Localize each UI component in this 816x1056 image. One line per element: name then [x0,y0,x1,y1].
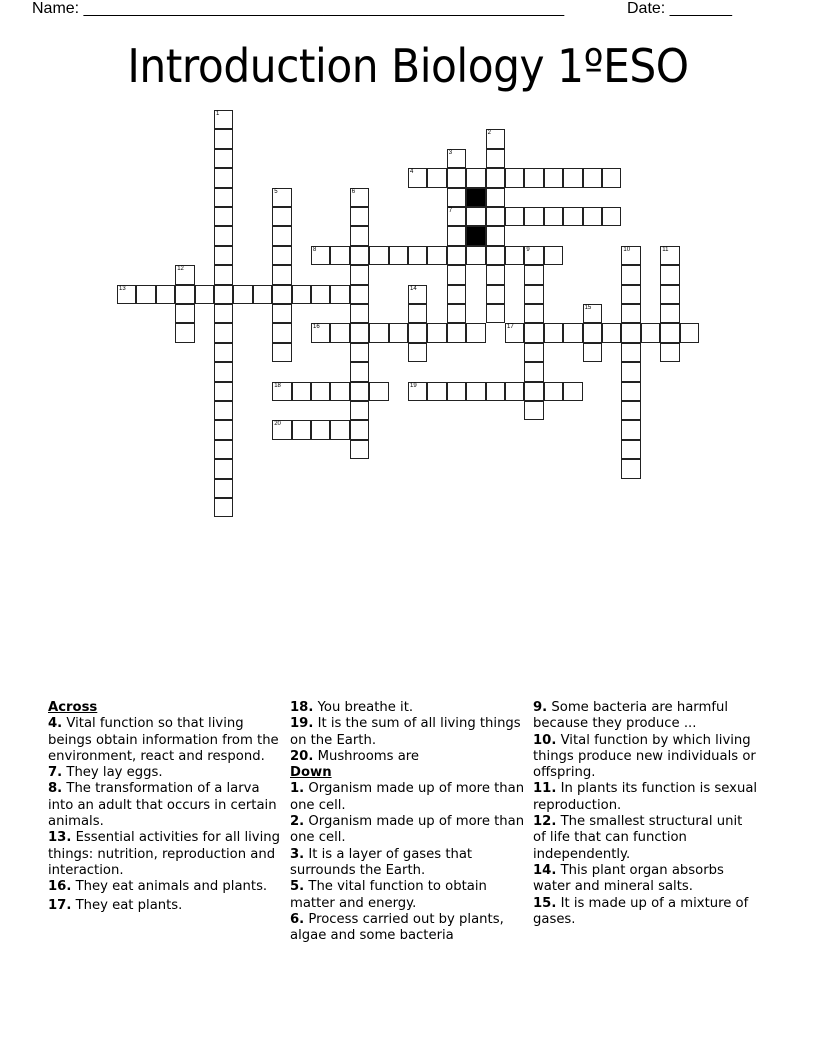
down-heading: Down [290,765,332,781]
clue-number-label: 2 [487,130,491,137]
grid-cell[interactable] [621,343,640,362]
clue-text: It is made up of a mixture of gases. [533,895,749,927]
grid-cell[interactable] [350,188,369,207]
grid-cell[interactable] [524,265,543,284]
clue-number: 2. [290,814,305,830]
clue-number-label: 5 [274,188,278,195]
grid-cell[interactable] [427,246,446,265]
grid-cell[interactable] [350,382,369,401]
clue-number: 18. [290,700,314,715]
grid-cell[interactable] [369,246,388,265]
grid-cell[interactable] [524,323,543,342]
clue-down-3 [290,879,530,912]
grid-cell[interactable] [369,382,388,401]
grid-cell[interactable] [214,265,233,284]
grid-cell[interactable] [486,207,505,226]
clue-text: The smallest structural unit of life that can function independently. [533,814,743,862]
clue-number-label: 14 [410,285,417,292]
clue-down-5 [533,700,758,733]
grid-cell[interactable] [621,285,640,304]
grid-cell[interactable] [156,285,175,304]
grid-cell[interactable] [272,226,291,245]
clue-text: You breathe it. [317,700,414,715]
grid-cell[interactable] [350,246,369,265]
grid-cell[interactable] [544,246,563,265]
grid-cell[interactable] [214,226,233,245]
grid-cell[interactable] [447,323,466,342]
grid-cell[interactable] [466,168,485,187]
grid-cell[interactable] [214,207,233,226]
clue-across-8 [290,749,530,765]
clue-number: 13. [48,830,72,846]
grid-cell[interactable] [486,129,505,148]
clue-text: Some bacteria are harmful because they produce ... [533,700,728,732]
grid-cell[interactable] [544,168,563,187]
clue-down-10 [533,896,758,929]
grid-cell[interactable] [214,401,233,420]
grid-cell[interactable] [292,382,311,401]
grid-cell[interactable] [214,246,233,265]
grid-cell[interactable] [214,304,233,323]
grid-cell[interactable] [272,343,291,362]
grid-cell[interactable] [660,265,679,284]
clue-down-9 [533,863,758,896]
clue-across-1 [48,765,284,781]
grid-cell[interactable] [175,285,194,304]
grid-cell[interactable] [350,265,369,284]
grid-cell[interactable] [466,246,485,265]
grid-cell[interactable] [563,382,582,401]
grid-cell[interactable] [486,265,505,284]
grid-cell[interactable] [660,323,679,342]
clue-number-label: 8 [313,246,317,253]
grid-cell[interactable] [447,246,466,265]
grid-cell[interactable] [214,149,233,168]
grid-cell[interactable] [524,304,543,323]
grid-cell[interactable] [563,168,582,187]
grid-cell[interactable] [524,382,543,401]
clue-number-label: 17 [507,324,514,331]
clue-text: It is the sum of all living things on the Earth. [290,716,521,748]
grid-cell[interactable] [680,323,699,342]
clue-down-4 [290,912,530,945]
clue-down-8 [533,814,758,863]
clue-number: 6. [290,911,305,927]
grid-cell[interactable] [330,382,349,401]
grid-cell[interactable] [311,382,330,401]
clue-text: They eat plants. [75,897,183,913]
clue-number: 11. [533,781,557,797]
grid-cell[interactable] [660,285,679,304]
grid-cell[interactable] [524,362,543,381]
grid-cell[interactable] [621,323,640,342]
grid-cell[interactable] [292,420,311,439]
clue-text: In plants its function is sexual reproduction. [533,781,758,813]
grid-cell[interactable] [486,168,505,187]
clue-number: 3. [290,846,305,862]
clue-down-1 [290,814,530,847]
clue-text: Organism made up of more than one cell. [290,781,525,813]
clue-text: They lay eggs. [66,765,163,781]
grid-cell[interactable] [350,420,369,439]
grid-cell[interactable] [330,246,349,265]
grid-cell[interactable] [175,304,194,323]
grid-cell[interactable] [427,323,446,342]
grid-cell[interactable] [447,188,466,207]
grid-cell[interactable] [408,246,427,265]
grid-cell[interactable] [350,323,369,342]
grid-cell[interactable] [466,207,485,226]
clue-number: 7. [48,765,63,781]
grid-cell[interactable] [486,188,505,207]
grid-cell[interactable] [408,382,427,401]
grid-cell[interactable] [621,420,640,439]
grid-cell[interactable] [621,440,640,459]
clue-across-2 [48,781,284,830]
clue-text: Organism made up of more than one cell. [290,814,525,846]
grid-cell[interactable] [214,459,233,478]
clues-column-2 [290,700,530,944]
clue-text: They eat animals and plants. [75,879,268,895]
clue-text: Process carried out by plants, algae and some bacteria [290,911,504,944]
grid-cell[interactable] [447,226,466,245]
grid-cell[interactable] [447,149,466,168]
grid-cell[interactable] [311,246,330,265]
grid-cell[interactable] [408,304,427,323]
grid-cell[interactable] [641,323,660,342]
clue-down-6 [533,733,758,782]
black-cell [466,188,485,207]
grid-cell[interactable] [563,323,582,342]
clue-number-label: 10 [623,246,631,253]
clue-across-5 [48,898,284,914]
grid-cell[interactable] [408,323,427,342]
grid-cell[interactable] [272,188,291,207]
grid-cell[interactable] [117,285,136,304]
grid-cell[interactable] [214,129,233,148]
grid-cell[interactable] [660,304,679,323]
clue-number: 14. [533,862,557,878]
grid-cell[interactable] [136,285,155,304]
clue-number-label: 7 [448,208,453,214]
grid-cell[interactable] [486,149,505,168]
clue-across-6 [290,700,530,716]
grid-cell[interactable] [621,246,640,265]
grid-cell[interactable] [447,304,466,323]
grid-cell[interactable] [272,323,291,342]
clue-down-7 [533,781,758,814]
clue-number-label: 18 [274,382,281,389]
grid-cell[interactable] [350,304,369,323]
clue-number-label: 4 [410,169,414,176]
grid-cell[interactable] [621,401,640,420]
grid-cell[interactable] [408,343,427,362]
grid-cell[interactable] [214,285,233,304]
grid-cell[interactable] [311,420,330,439]
grid-cell[interactable] [272,304,291,323]
grid-cell[interactable] [350,362,369,381]
clue-down-2 [290,847,530,880]
clue-number: 1. [290,781,305,797]
grid-cell[interactable] [583,168,602,187]
clue-number-label: 11 [662,246,669,253]
grid-cell[interactable] [466,382,485,401]
grid-cell[interactable] [486,304,505,323]
grid-cell[interactable] [583,323,602,342]
grid-cell[interactable] [214,479,233,498]
grid-cell[interactable] [214,188,233,207]
grid-cell[interactable] [505,323,524,342]
grid-cell[interactable] [233,285,252,304]
grid-cell[interactable] [447,265,466,284]
clue-number-label: 1 [216,111,220,117]
grid-cell[interactable] [447,382,466,401]
grid-cell[interactable] [408,168,427,187]
grid-cell[interactable] [408,285,427,304]
clue-text: Vital function so that living beings obtain information from the environment, react and respond. [48,716,279,764]
clue-number-label: 16 [313,324,320,331]
grid-cell[interactable] [214,110,233,129]
clue-number-label: 15 [584,305,592,311]
grid-cell[interactable] [660,246,679,265]
grid-cell[interactable] [214,323,233,342]
grid-cell[interactable] [214,362,233,381]
grid-cell[interactable] [486,382,505,401]
grid-cell[interactable] [583,207,602,226]
grid-cell[interactable] [544,207,563,226]
grid-cell[interactable] [524,401,543,420]
clue-number: 12. [533,814,557,830]
grid-cell[interactable] [350,343,369,362]
grid-cell[interactable] [350,401,369,420]
clue-text: It is a layer of gases that surrounds the Earth. [290,846,473,878]
grid-cell[interactable] [350,226,369,245]
grid-cell[interactable] [389,323,408,342]
grid-cell[interactable] [505,382,524,401]
clue-across-0 [48,716,284,765]
clue-number: 15. [533,895,557,911]
grid-cell[interactable] [544,382,563,401]
grid-cell[interactable] [272,285,291,304]
grid-cell[interactable] [602,168,621,187]
grid-cell[interactable] [524,285,543,304]
date-field: Date: _______ [627,0,732,17]
clue-text: The transformation of a larva into an adult that occurs in certain animals. [48,781,277,830]
grid-cell[interactable] [583,343,602,362]
grid-cell[interactable] [486,285,505,304]
grid-cell[interactable] [175,265,194,284]
grid-cell[interactable] [602,323,621,342]
grid-cell[interactable] [253,285,272,304]
grid-cell[interactable] [602,207,621,226]
clue-number-label: 9 [526,246,530,253]
grid-cell[interactable] [660,343,679,362]
grid-cell[interactable] [447,207,466,226]
grid-cell[interactable] [330,420,349,439]
grid-cell[interactable] [272,246,291,265]
grid-cell[interactable] [621,304,640,323]
clue-number-label: 20 [274,421,281,428]
clue-text: This plant organ absorbs water and mineral salts. [533,862,724,895]
grid-cell[interactable] [524,207,543,226]
clue-text: The vital function to obtain matter and energy. [290,879,487,911]
grid-cell[interactable] [330,323,349,342]
grid-cell[interactable] [621,362,640,381]
clue-down-0 [290,781,530,814]
name-field: Name: ______________________________________________________ [32,0,565,17]
grid-cell[interactable] [524,343,543,362]
grid-cell[interactable] [621,459,640,478]
grid-cell[interactable] [272,265,291,284]
clue-number-label: 6 [351,188,356,195]
clue-number-label: 12 [177,266,184,273]
grid-cell[interactable] [311,323,330,342]
grid-cell[interactable] [427,382,446,401]
across-heading: Across [48,700,98,715]
grid-cell[interactable] [350,285,369,304]
grid-cell[interactable] [466,323,485,342]
grid-cell[interactable] [195,285,214,304]
clue-number: 4. [48,716,63,732]
grid-cell[interactable] [486,226,505,245]
page-title: Introduction Biology 1ºESO [127,39,689,93]
clue-number: 20. [290,748,314,764]
grid-cell[interactable] [524,246,543,265]
grid-cell[interactable] [214,440,233,459]
grid-cell[interactable] [214,168,233,187]
grid-cell[interactable] [369,323,388,342]
grid-cell[interactable] [175,323,194,342]
grid-cell[interactable] [214,382,233,401]
grid-cell[interactable] [214,420,233,439]
grid-cell[interactable] [214,498,233,517]
clues-column-3 [533,700,758,928]
grid-cell[interactable] [389,246,408,265]
clue-across-4 [48,879,284,895]
clue-across-7 [290,716,530,749]
clue-number-label: 13 [119,285,126,292]
grid-cell[interactable] [350,440,369,459]
clue-across-3 [48,830,284,879]
clue-text: Essential activities for all living things: nutrition, reproduction and interaction. [48,830,280,878]
grid-cell[interactable] [621,382,640,401]
grid-cell[interactable] [214,343,233,362]
clue-number: 5. [290,879,305,895]
grid-cell[interactable] [563,207,582,226]
grid-cell[interactable] [292,285,311,304]
grid-cell[interactable] [505,168,524,187]
clue-number: 10. [533,732,557,748]
grid-cell[interactable] [272,207,291,226]
grid-cell[interactable] [350,207,369,226]
clue-number: 9. [533,700,548,715]
grid-cell[interactable] [505,246,524,265]
clue-number: 16. [48,879,72,895]
clue-text: Mushrooms are [317,748,420,764]
grid-cell[interactable] [311,285,330,304]
grid-cell[interactable] [524,168,543,187]
clues-column-1 [48,700,284,914]
clue-number-label: 3 [448,149,453,156]
grid-cell[interactable] [330,285,349,304]
grid-cell[interactable] [505,207,524,226]
grid-cell[interactable] [272,420,291,439]
grid-cell[interactable] [621,265,640,284]
grid-cell[interactable] [486,246,505,265]
grid-cell[interactable] [272,382,291,401]
clue-number: 8. [48,781,63,797]
grid-cell[interactable] [427,168,446,187]
black-cell [466,226,485,245]
grid-cell[interactable] [447,168,466,187]
clue-text: Vital function by which living things produce new individuals or offspring. [533,732,756,781]
grid-cell[interactable] [583,304,602,323]
grid-cell[interactable] [544,323,563,342]
clue-number: 17. [48,897,72,913]
clue-number: 19. [290,716,314,732]
clue-number-label: 19 [410,382,417,389]
grid-cell[interactable] [447,285,466,304]
